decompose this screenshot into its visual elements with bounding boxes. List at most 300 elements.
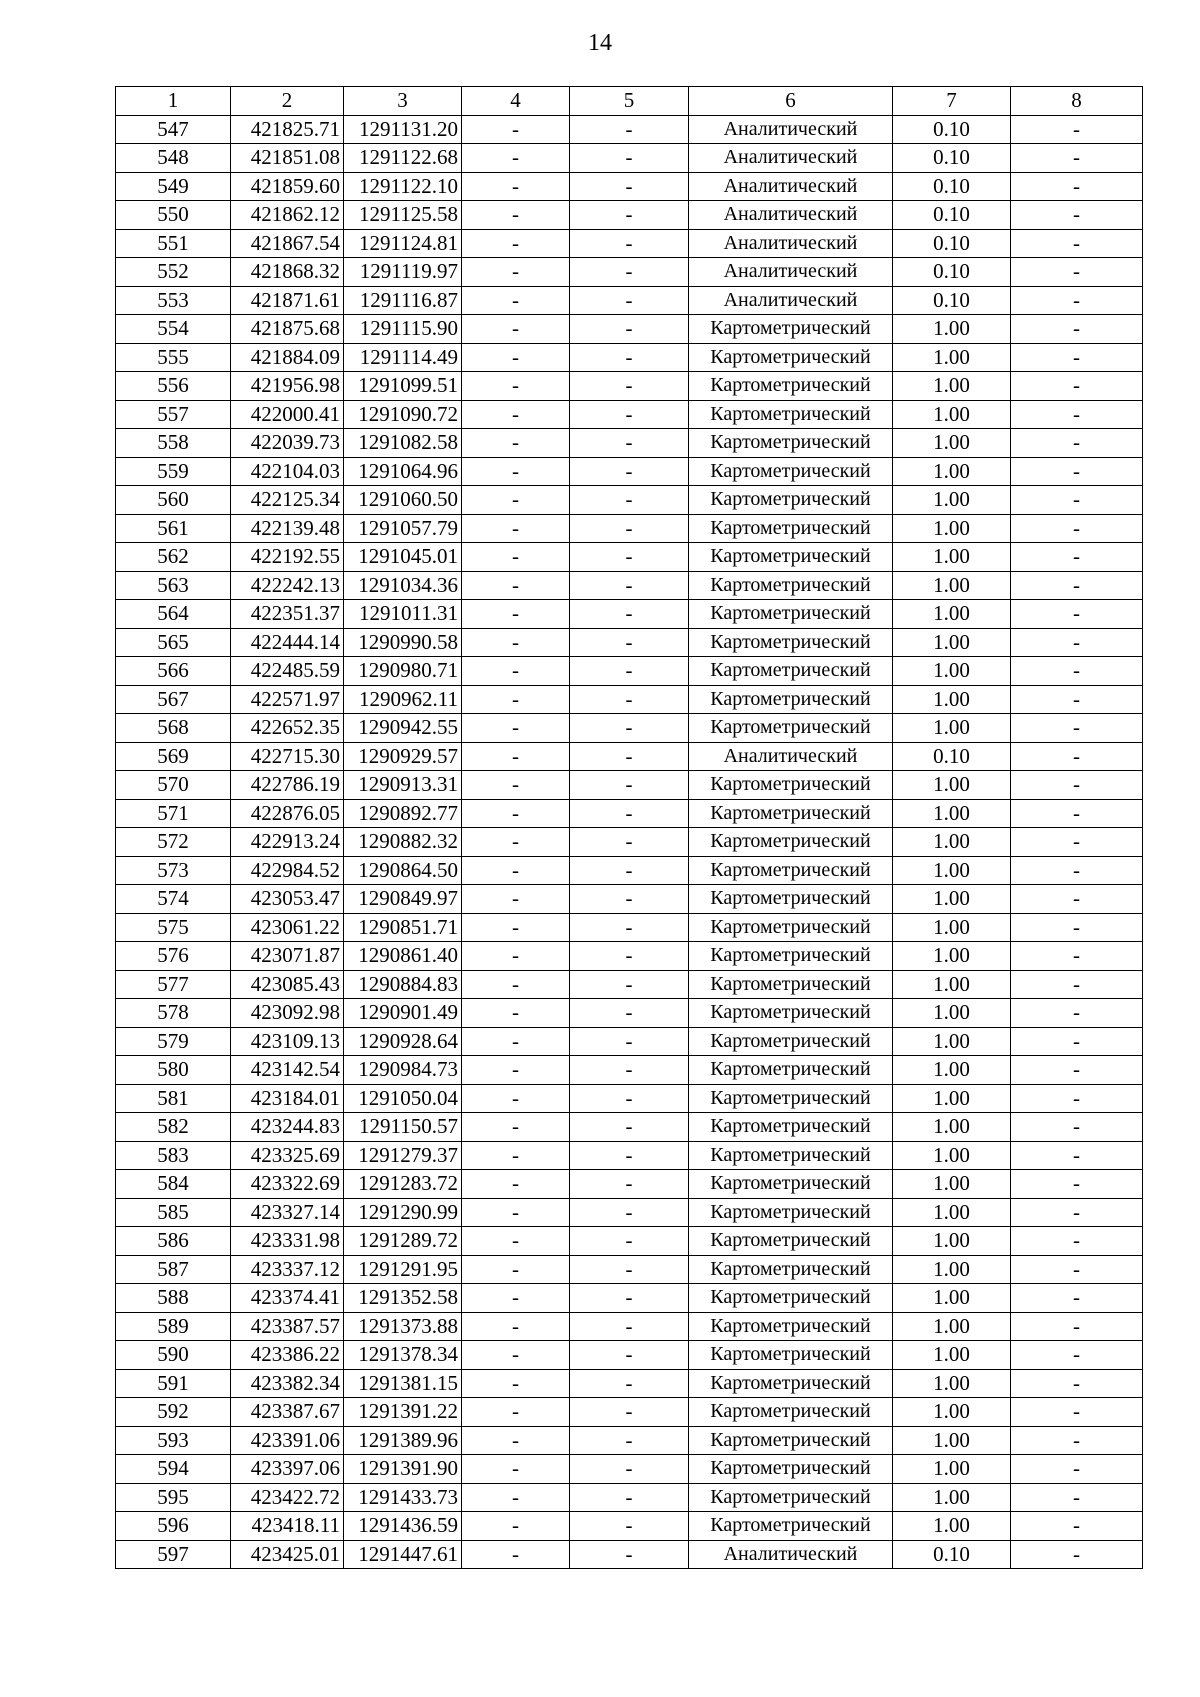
col-8-cell: - (1011, 685, 1143, 714)
y-coordinate-cell: 1290929.57 (344, 742, 462, 771)
y-coordinate-cell: 1291122.68 (344, 144, 462, 173)
x-coordinate-cell: 423418.11 (231, 1512, 344, 1541)
accuracy-cell: 0.10 (893, 144, 1011, 173)
col-4-cell: - (462, 742, 570, 771)
col-8-cell: - (1011, 714, 1143, 743)
col-4-cell: - (462, 372, 570, 401)
y-coordinate-cell: 1291082.58 (344, 429, 462, 458)
method-cell: Картометрический (689, 685, 893, 714)
col-5-cell: - (570, 771, 689, 800)
col-5-cell: - (570, 742, 689, 771)
y-coordinate-cell: 1291283.72 (344, 1170, 462, 1199)
method-cell: Картометрический (689, 1113, 893, 1142)
col-4-cell: - (462, 571, 570, 600)
col-5-cell: - (570, 628, 689, 657)
method-cell: Картометрический (689, 771, 893, 800)
point-number-cell: 561 (116, 514, 231, 543)
table-row (116, 828, 1143, 857)
col-5-cell: - (570, 714, 689, 743)
accuracy-cell: 1.00 (893, 913, 1011, 942)
y-coordinate-cell: 1290942.55 (344, 714, 462, 743)
x-coordinate-cell: 423382.34 (231, 1369, 344, 1398)
point-number-cell: 555 (116, 343, 231, 372)
y-coordinate-cell: 1291391.90 (344, 1455, 462, 1484)
method-cell: Картометрический (689, 372, 893, 401)
table-row (116, 628, 1143, 657)
table-row (116, 1084, 1143, 1113)
method-cell: Картометрический (689, 400, 893, 429)
col-5-cell: - (570, 1284, 689, 1313)
col-8-cell: - (1011, 1369, 1143, 1398)
accuracy-cell: 1.00 (893, 1341, 1011, 1370)
x-coordinate-cell: 421862.12 (231, 201, 344, 230)
x-coordinate-cell: 422571.97 (231, 685, 344, 714)
accuracy-cell: 0.10 (893, 201, 1011, 230)
column-header-4: 4 (462, 87, 570, 116)
accuracy-cell: 1.00 (893, 1084, 1011, 1113)
accuracy-cell: 1.00 (893, 543, 1011, 572)
method-cell: Картометрический (689, 628, 893, 657)
point-number-cell: 552 (116, 258, 231, 287)
col-4-cell: - (462, 486, 570, 515)
table-row (116, 1512, 1143, 1541)
col-8-cell: - (1011, 372, 1143, 401)
x-coordinate-cell: 422485.59 (231, 657, 344, 686)
accuracy-cell: 0.10 (893, 115, 1011, 144)
y-coordinate-cell: 1290882.32 (344, 828, 462, 857)
x-coordinate-cell: 421868.32 (231, 258, 344, 287)
x-coordinate-cell: 423374.41 (231, 1284, 344, 1313)
x-coordinate-cell: 422192.55 (231, 543, 344, 572)
x-coordinate-cell: 423391.06 (231, 1426, 344, 1455)
col-5-cell: - (570, 600, 689, 629)
x-coordinate-cell: 423085.43 (231, 970, 344, 999)
col-5-cell: - (570, 1312, 689, 1341)
col-8-cell: - (1011, 1084, 1143, 1113)
col-8-cell: - (1011, 1227, 1143, 1256)
col-4-cell: - (462, 1426, 570, 1455)
col-4-cell: - (462, 942, 570, 971)
col-4-cell: - (462, 1312, 570, 1341)
col-5-cell: - (570, 913, 689, 942)
point-number-cell: 587 (116, 1255, 231, 1284)
col-8-cell: - (1011, 942, 1143, 971)
table-row (116, 885, 1143, 914)
method-cell: Картометрический (689, 315, 893, 344)
accuracy-cell: 1.00 (893, 1398, 1011, 1427)
col-4-cell: - (462, 1369, 570, 1398)
column-header-8: 8 (1011, 87, 1143, 116)
y-coordinate-cell: 1290861.40 (344, 942, 462, 971)
point-number-cell: 581 (116, 1084, 231, 1113)
accuracy-cell: 1.00 (893, 1483, 1011, 1512)
col-5-cell: - (570, 1198, 689, 1227)
col-5-cell: - (570, 144, 689, 173)
x-coordinate-cell: 421875.68 (231, 315, 344, 344)
table-row (116, 657, 1143, 686)
point-number-cell: 579 (116, 1027, 231, 1056)
method-cell: Картометрический (689, 1170, 893, 1199)
accuracy-cell: 1.00 (893, 657, 1011, 686)
col-4-cell: - (462, 429, 570, 458)
point-number-cell: 549 (116, 172, 231, 201)
col-5-cell: - (570, 457, 689, 486)
col-4-cell: - (462, 1483, 570, 1512)
point-number-cell: 588 (116, 1284, 231, 1313)
x-coordinate-cell: 423337.12 (231, 1255, 344, 1284)
x-coordinate-cell: 423387.67 (231, 1398, 344, 1427)
accuracy-cell: 1.00 (893, 628, 1011, 657)
method-cell: Картометрический (689, 1255, 893, 1284)
point-number-cell: 594 (116, 1455, 231, 1484)
y-coordinate-cell: 1290984.73 (344, 1056, 462, 1085)
point-number-cell: 556 (116, 372, 231, 401)
x-coordinate-cell: 423387.57 (231, 1312, 344, 1341)
y-coordinate-cell: 1291099.51 (344, 372, 462, 401)
table-row (116, 1455, 1143, 1484)
x-coordinate-cell: 423327.14 (231, 1198, 344, 1227)
point-number-cell: 577 (116, 970, 231, 999)
x-coordinate-cell: 422242.13 (231, 571, 344, 600)
table-body (116, 115, 1143, 1569)
col-4-cell: - (462, 1198, 570, 1227)
x-coordinate-cell: 421884.09 (231, 343, 344, 372)
method-cell: Аналитический (689, 258, 893, 287)
col-5-cell: - (570, 486, 689, 515)
col-4-cell: - (462, 229, 570, 258)
table-row (116, 429, 1143, 458)
method-cell: Картометрический (689, 1312, 893, 1341)
table-header (116, 87, 1143, 116)
accuracy-cell: 1.00 (893, 828, 1011, 857)
point-number-cell: 550 (116, 201, 231, 230)
column-header-7: 7 (893, 87, 1011, 116)
col-8-cell: - (1011, 1398, 1143, 1427)
method-cell: Картометрический (689, 343, 893, 372)
y-coordinate-cell: 1291116.87 (344, 286, 462, 315)
col-5-cell: - (570, 543, 689, 572)
table-row (116, 115, 1143, 144)
method-cell: Картометрический (689, 1056, 893, 1085)
point-number-cell: 580 (116, 1056, 231, 1085)
x-coordinate-cell: 423053.47 (231, 885, 344, 914)
col-4-cell: - (462, 885, 570, 914)
accuracy-cell: 1.00 (893, 1141, 1011, 1170)
col-5-cell: - (570, 856, 689, 885)
accuracy-cell: 1.00 (893, 1369, 1011, 1398)
point-number-cell: 548 (116, 144, 231, 173)
y-coordinate-cell: 1291119.97 (344, 258, 462, 287)
x-coordinate-cell: 423331.98 (231, 1227, 344, 1256)
col-4-cell: - (462, 913, 570, 942)
col-4-cell: - (462, 1141, 570, 1170)
table-row (116, 457, 1143, 486)
point-number-cell: 582 (116, 1113, 231, 1142)
table-row (116, 258, 1143, 287)
col-8-cell: - (1011, 1056, 1143, 1085)
col-8-cell: - (1011, 400, 1143, 429)
col-8-cell: - (1011, 771, 1143, 800)
col-8-cell: - (1011, 657, 1143, 686)
y-coordinate-cell: 1290864.50 (344, 856, 462, 885)
col-8-cell: - (1011, 172, 1143, 201)
col-8-cell: - (1011, 1113, 1143, 1142)
method-cell: Картометрический (689, 1227, 893, 1256)
col-4-cell: - (462, 543, 570, 572)
coordinates-table (115, 86, 1143, 1569)
x-coordinate-cell: 421956.98 (231, 372, 344, 401)
col-8-cell: - (1011, 970, 1143, 999)
col-5-cell: - (570, 372, 689, 401)
x-coordinate-cell: 423142.54 (231, 1056, 344, 1085)
accuracy-cell: 0.10 (893, 742, 1011, 771)
point-number-cell: 596 (116, 1512, 231, 1541)
col-8-cell: - (1011, 1284, 1143, 1313)
point-number-cell: 553 (116, 286, 231, 315)
col-4-cell: - (462, 1540, 570, 1569)
point-number-cell: 566 (116, 657, 231, 686)
x-coordinate-cell: 423397.06 (231, 1455, 344, 1484)
accuracy-cell: 1.00 (893, 999, 1011, 1028)
table-row (116, 1141, 1143, 1170)
table-row (116, 543, 1143, 572)
col-8-cell: - (1011, 571, 1143, 600)
x-coordinate-cell: 422652.35 (231, 714, 344, 743)
col-4-cell: - (462, 1512, 570, 1541)
col-8-cell: - (1011, 999, 1143, 1028)
col-5-cell: - (570, 1084, 689, 1113)
accuracy-cell: 1.00 (893, 1056, 1011, 1085)
x-coordinate-cell: 422039.73 (231, 429, 344, 458)
col-5-cell: - (570, 1141, 689, 1170)
col-5-cell: - (570, 571, 689, 600)
col-4-cell: - (462, 1455, 570, 1484)
col-4-cell: - (462, 172, 570, 201)
x-coordinate-cell: 423422.72 (231, 1483, 344, 1512)
method-cell: Картометрический (689, 486, 893, 515)
y-coordinate-cell: 1291050.04 (344, 1084, 462, 1113)
col-8-cell: - (1011, 828, 1143, 857)
point-number-cell: 560 (116, 486, 231, 515)
col-8-cell: - (1011, 600, 1143, 629)
point-number-cell: 589 (116, 1312, 231, 1341)
x-coordinate-cell: 422786.19 (231, 771, 344, 800)
col-5-cell: - (570, 970, 689, 999)
method-cell: Картометрический (689, 799, 893, 828)
y-coordinate-cell: 1291279.37 (344, 1141, 462, 1170)
col-8-cell: - (1011, 229, 1143, 258)
method-cell: Картометрический (689, 714, 893, 743)
col-5-cell: - (570, 514, 689, 543)
col-5-cell: - (570, 1027, 689, 1056)
accuracy-cell: 1.00 (893, 486, 1011, 515)
col-8-cell: - (1011, 457, 1143, 486)
point-number-cell: 593 (116, 1426, 231, 1455)
method-cell: Картометрический (689, 1027, 893, 1056)
method-cell: Картометрический (689, 1369, 893, 1398)
method-cell: Картометрический (689, 1512, 893, 1541)
accuracy-cell: 1.00 (893, 1027, 1011, 1056)
y-coordinate-cell: 1291045.01 (344, 543, 462, 572)
column-header-1: 1 (116, 87, 231, 116)
y-coordinate-cell: 1291289.72 (344, 1227, 462, 1256)
col-5-cell: - (570, 1369, 689, 1398)
col-8-cell: - (1011, 742, 1143, 771)
col-5-cell: - (570, 258, 689, 287)
col-5-cell: - (570, 286, 689, 315)
x-coordinate-cell: 423184.01 (231, 1084, 344, 1113)
y-coordinate-cell: 1290928.64 (344, 1027, 462, 1056)
col-8-cell: - (1011, 628, 1143, 657)
col-8-cell: - (1011, 1540, 1143, 1569)
col-8-cell: - (1011, 856, 1143, 885)
method-cell: Картометрический (689, 600, 893, 629)
table-row (116, 856, 1143, 885)
y-coordinate-cell: 1291090.72 (344, 400, 462, 429)
col-8-cell: - (1011, 115, 1143, 144)
accuracy-cell: 1.00 (893, 600, 1011, 629)
method-cell: Картометрический (689, 999, 893, 1028)
method-cell: Картометрический (689, 429, 893, 458)
col-5-cell: - (570, 343, 689, 372)
x-coordinate-cell: 422125.34 (231, 486, 344, 515)
x-coordinate-cell: 421825.71 (231, 115, 344, 144)
col-4-cell: - (462, 771, 570, 800)
accuracy-cell: 1.00 (893, 856, 1011, 885)
col-4-cell: - (462, 1398, 570, 1427)
col-8-cell: - (1011, 1141, 1143, 1170)
method-cell: Картометрический (689, 856, 893, 885)
col-5-cell: - (570, 999, 689, 1028)
x-coordinate-cell: 423322.69 (231, 1170, 344, 1199)
y-coordinate-cell: 1291373.88 (344, 1312, 462, 1341)
table-row (116, 229, 1143, 258)
point-number-cell: 591 (116, 1369, 231, 1398)
point-number-cell: 575 (116, 913, 231, 942)
method-cell: Картометрический (689, 1084, 893, 1113)
x-coordinate-cell: 423425.01 (231, 1540, 344, 1569)
y-coordinate-cell: 1291125.58 (344, 201, 462, 230)
y-coordinate-cell: 1291290.99 (344, 1198, 462, 1227)
col-4-cell: - (462, 600, 570, 629)
point-number-cell: 551 (116, 229, 231, 258)
y-coordinate-cell: 1290980.71 (344, 657, 462, 686)
y-coordinate-cell: 1290913.31 (344, 771, 462, 800)
col-8-cell: - (1011, 514, 1143, 543)
table-row (116, 315, 1143, 344)
col-5-cell: - (570, 1227, 689, 1256)
method-cell: Картометрический (689, 1398, 893, 1427)
x-coordinate-cell: 422000.41 (231, 400, 344, 429)
y-coordinate-cell: 1291124.81 (344, 229, 462, 258)
table-row (116, 514, 1143, 543)
page-number: 14 (588, 30, 612, 56)
point-number-cell: 578 (116, 999, 231, 1028)
accuracy-cell: 1.00 (893, 429, 1011, 458)
col-8-cell: - (1011, 1027, 1143, 1056)
table-row (116, 942, 1143, 971)
column-header-6: 6 (689, 87, 893, 116)
x-coordinate-cell: 422715.30 (231, 742, 344, 771)
accuracy-cell: 1.00 (893, 1312, 1011, 1341)
col-5-cell: - (570, 1483, 689, 1512)
col-4-cell: - (462, 1227, 570, 1256)
col-4-cell: - (462, 258, 570, 287)
col-5-cell: - (570, 1455, 689, 1484)
method-cell: Картометрический (689, 913, 893, 942)
col-5-cell: - (570, 799, 689, 828)
point-number-cell: 597 (116, 1540, 231, 1569)
method-cell: Картометрический (689, 1341, 893, 1370)
y-coordinate-cell: 1291291.95 (344, 1255, 462, 1284)
x-coordinate-cell: 423386.22 (231, 1341, 344, 1370)
table-row (116, 1056, 1143, 1085)
point-number-cell: 568 (116, 714, 231, 743)
table-row (116, 1027, 1143, 1056)
x-coordinate-cell: 422444.14 (231, 628, 344, 657)
col-8-cell: - (1011, 343, 1143, 372)
point-number-cell: 595 (116, 1483, 231, 1512)
col-5-cell: - (570, 1056, 689, 1085)
col-5-cell: - (570, 942, 689, 971)
table-row (116, 1284, 1143, 1313)
method-cell: Картометрический (689, 657, 893, 686)
col-5-cell: - (570, 885, 689, 914)
y-coordinate-cell: 1290901.49 (344, 999, 462, 1028)
col-8-cell: - (1011, 429, 1143, 458)
col-4-cell: - (462, 1170, 570, 1199)
method-cell: Картометрический (689, 970, 893, 999)
point-number-cell: 562 (116, 543, 231, 572)
y-coordinate-cell: 1291122.10 (344, 172, 462, 201)
accuracy-cell: 1.00 (893, 799, 1011, 828)
accuracy-cell: 1.00 (893, 1113, 1011, 1142)
accuracy-cell: 1.00 (893, 1512, 1011, 1541)
point-number-cell: 571 (116, 799, 231, 828)
x-coordinate-cell: 423071.87 (231, 942, 344, 971)
col-4-cell: - (462, 514, 570, 543)
col-8-cell: - (1011, 543, 1143, 572)
col-4-cell: - (462, 828, 570, 857)
accuracy-cell: 1.00 (893, 1227, 1011, 1256)
x-coordinate-cell: 421867.54 (231, 229, 344, 258)
x-coordinate-cell: 423092.98 (231, 999, 344, 1028)
table-row (116, 201, 1143, 230)
y-coordinate-cell: 1291433.73 (344, 1483, 462, 1512)
y-coordinate-cell: 1291114.49 (344, 343, 462, 372)
accuracy-cell: 1.00 (893, 372, 1011, 401)
y-coordinate-cell: 1291011.31 (344, 600, 462, 629)
y-coordinate-cell: 1291064.96 (344, 457, 462, 486)
accuracy-cell: 1.00 (893, 1455, 1011, 1484)
point-number-cell: 554 (116, 315, 231, 344)
col-8-cell: - (1011, 286, 1143, 315)
column-header-3: 3 (344, 87, 462, 116)
point-number-cell: 590 (116, 1341, 231, 1370)
x-coordinate-cell: 421851.08 (231, 144, 344, 173)
col-4-cell: - (462, 999, 570, 1028)
col-8-cell: - (1011, 144, 1143, 173)
accuracy-cell: 1.00 (893, 942, 1011, 971)
table-row (116, 1540, 1143, 1569)
y-coordinate-cell: 1291057.79 (344, 514, 462, 543)
x-coordinate-cell: 422351.37 (231, 600, 344, 629)
method-cell: Аналитический (689, 229, 893, 258)
col-8-cell: - (1011, 1426, 1143, 1455)
point-number-cell: 567 (116, 685, 231, 714)
y-coordinate-cell: 1291115.90 (344, 315, 462, 344)
column-header-2: 2 (231, 87, 344, 116)
